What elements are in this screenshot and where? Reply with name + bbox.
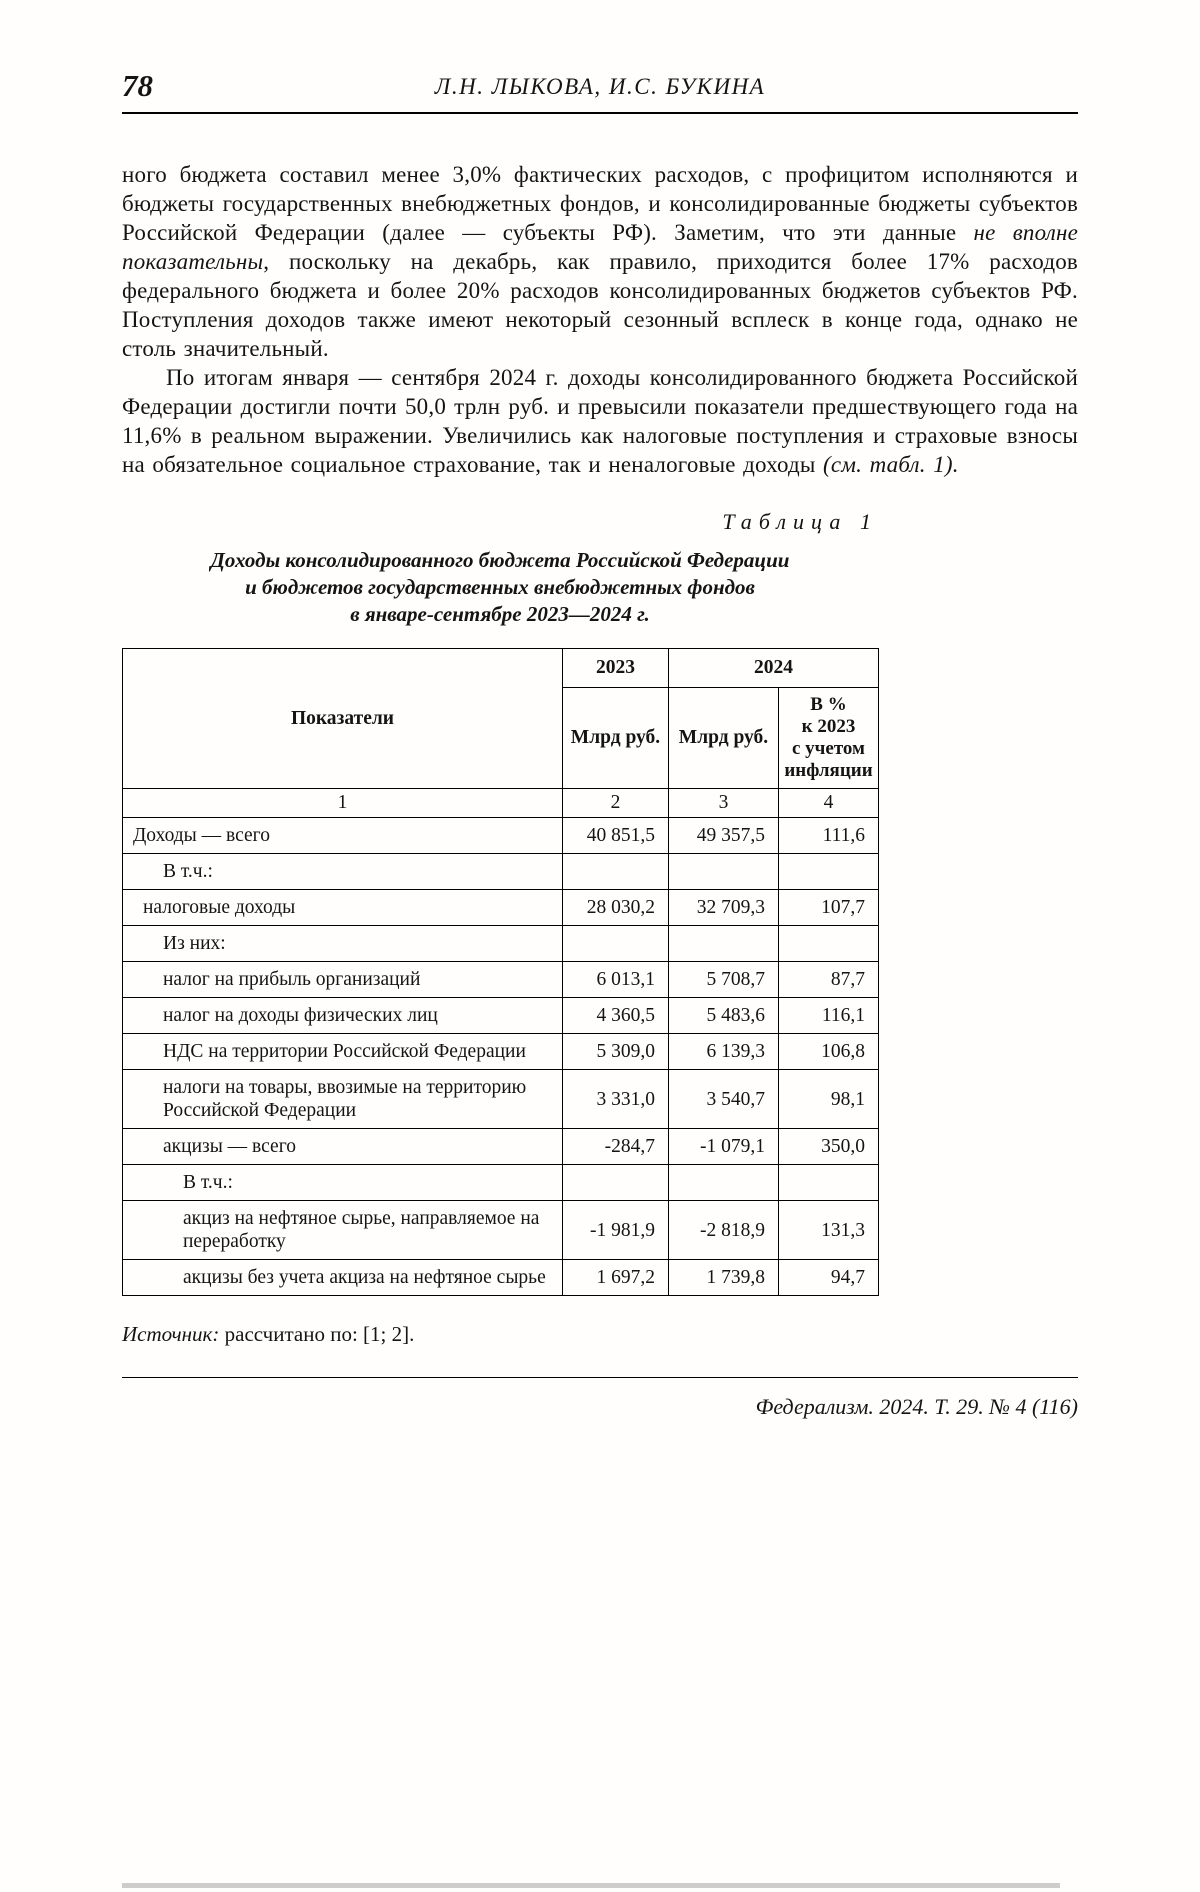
- value-2023: 5 309,0: [563, 1034, 669, 1070]
- value-percent: [779, 1165, 879, 1201]
- table-row: [123, 854, 879, 890]
- page-number: 78: [122, 68, 153, 103]
- col-header-unit-2023: Млрд руб.: [563, 688, 669, 789]
- source-note: [122, 1322, 1078, 1347]
- value-percent: [779, 854, 879, 890]
- page-header: [122, 68, 1078, 106]
- row-label: Из них:: [123, 926, 563, 962]
- table-title-line-1: Доходы консолидированного бюджета Российской Федерации: [210, 548, 790, 572]
- value-2023: [563, 1165, 669, 1201]
- table-row: [123, 1165, 879, 1201]
- row-label: акцизы без учета акциза на нефтяное сырье: [123, 1260, 563, 1296]
- table-title-line-3: в январе-сентябре 2023—2024 г.: [350, 602, 650, 626]
- column-number-3: 3: [669, 789, 779, 818]
- value-percent: 111,6: [779, 818, 879, 854]
- value-2023: 3 331,0: [563, 1070, 669, 1129]
- scan-artifact-bar: [122, 1883, 1060, 1888]
- value-2024: 49 357,5: [669, 818, 779, 854]
- table-block: [122, 509, 878, 1296]
- table-reference: (см. табл. 1).: [823, 452, 959, 477]
- col-header-indicators: Показатели: [123, 649, 563, 789]
- table-column-number-row: [123, 789, 879, 818]
- table-title: [122, 547, 878, 628]
- value-2024: -2 818,9: [669, 1201, 779, 1260]
- value-2023: [563, 926, 669, 962]
- value-percent: 87,7: [779, 962, 879, 998]
- table-row: [123, 1034, 879, 1070]
- table-title-line-2: и бюджетов государственных внебюджетных фондов: [245, 575, 755, 599]
- value-2023: 40 851,5: [563, 818, 669, 854]
- row-label: акциз на нефтяное сырье, направляемое на переработку: [123, 1201, 563, 1260]
- row-label: Доходы — всего: [123, 818, 563, 854]
- value-2024: 5 708,7: [669, 962, 779, 998]
- value-2023: 4 360,5: [563, 998, 669, 1034]
- value-percent: 98,1: [779, 1070, 879, 1129]
- value-2024: [669, 1165, 779, 1201]
- value-2023: -284,7: [563, 1129, 669, 1165]
- table-row: [123, 1070, 879, 1129]
- table-row: [123, 890, 879, 926]
- table-row: [123, 1129, 879, 1165]
- value-2024: -1 079,1: [669, 1129, 779, 1165]
- paragraph-1-text: ного бюджета составил менее 3,0% фактических расходов, с профицитом исполняются и бюджеты государственных внебюджетных фондов, и консолидированные бюджеты субъектов Российской Федерации (далее — субъекты РФ). Заметим, что эти данные: [122, 162, 1078, 245]
- source-label: Источник:: [122, 1322, 220, 1346]
- value-2024: [669, 854, 779, 890]
- body-paragraph-2: [122, 363, 1078, 479]
- value-percent: 116,1: [779, 998, 879, 1034]
- value-percent: 350,0: [779, 1129, 879, 1165]
- value-2024: 3 540,7: [669, 1070, 779, 1129]
- value-percent: [779, 926, 879, 962]
- value-percent: 131,3: [779, 1201, 879, 1260]
- row-label: акцизы — всего: [123, 1129, 563, 1165]
- value-percent: 94,7: [779, 1260, 879, 1296]
- value-2024: 5 483,6: [669, 998, 779, 1034]
- paragraph-1-italic-phrase: не вполне показательны: [122, 220, 1078, 274]
- value-2023: -1 981,9: [563, 1201, 669, 1260]
- table-row: [123, 998, 879, 1034]
- source-text: рассчитано по: [1; 2].: [219, 1322, 415, 1346]
- col-header-2024: 2024: [669, 649, 879, 688]
- table-row: [123, 1260, 879, 1296]
- table-caption: Таблица 1: [722, 509, 878, 534]
- running-head-authors: Л.Н. ЛЫКОВА, И.С. БУКИНА: [434, 74, 766, 99]
- value-2024: 6 139,3: [669, 1034, 779, 1070]
- col-header-unit-2024: Млрд руб.: [669, 688, 779, 789]
- value-2023: 28 030,2: [563, 890, 669, 926]
- value-2024: 1 739,8: [669, 1260, 779, 1296]
- value-2023: [563, 854, 669, 890]
- value-percent: 106,8: [779, 1034, 879, 1070]
- row-label: налоговые доходы: [123, 890, 563, 926]
- row-label: В т.ч.:: [123, 854, 563, 890]
- col-header-percent: В % к 2023 с учетом инфляции: [779, 688, 879, 789]
- header-rule: [122, 112, 1078, 114]
- table-row: [123, 1201, 879, 1260]
- row-label: В т.ч.:: [123, 1165, 563, 1201]
- column-number-2: 2: [563, 789, 669, 818]
- table-row: [123, 818, 879, 854]
- column-number-1: 1: [123, 789, 563, 818]
- value-2024: 32 709,3: [669, 890, 779, 926]
- journal-footer: Федерализм. 2024. Т. 29. № 4 (116): [755, 1394, 1078, 1419]
- table-header-row-years: [123, 649, 879, 688]
- table-row: [123, 962, 879, 998]
- table-row: [123, 926, 879, 962]
- budget-revenues-table: [122, 648, 879, 1296]
- value-percent: 107,7: [779, 890, 879, 926]
- footer-rule: [122, 1377, 1078, 1378]
- value-2024: [669, 926, 779, 962]
- column-number-4: 4: [779, 789, 879, 818]
- paragraph-1-text-continued: , поскольку на декабрь, как правило, приходится более 17% расходов федерального бюджета и более 20% расходов консолидированных бюджетов субъектов РФ. Поступления доходов также имеют некоторый сезонный всплеск в конце года, однако не столь значительный.: [122, 249, 1078, 361]
- paragraph-2-text: По итогам января — сентября 2024 г. доходы консолидированного бюджета Российской Федерации достигли почти 50,0 трлн руб. и превысили показатели предшествующего года на 11,6% в реальном выражении. Увеличились как налоговые поступления и страховые взносы на обязательное социальное страхование, так и неналоговые доходы: [122, 365, 1078, 477]
- body-paragraph-1: [122, 160, 1078, 363]
- row-label: налог на прибыль организаций: [123, 962, 563, 998]
- value-2023: 6 013,1: [563, 962, 669, 998]
- value-2023: 1 697,2: [563, 1260, 669, 1296]
- page-body: [122, 160, 1078, 1347]
- row-label: налог на доходы физических лиц: [123, 998, 563, 1034]
- row-label: налоги на товары, ввозимые на территорию Российской Федерации: [123, 1070, 563, 1129]
- row-label: НДС на территории Российской Федерации: [123, 1034, 563, 1070]
- col-header-2023: 2023: [563, 649, 669, 688]
